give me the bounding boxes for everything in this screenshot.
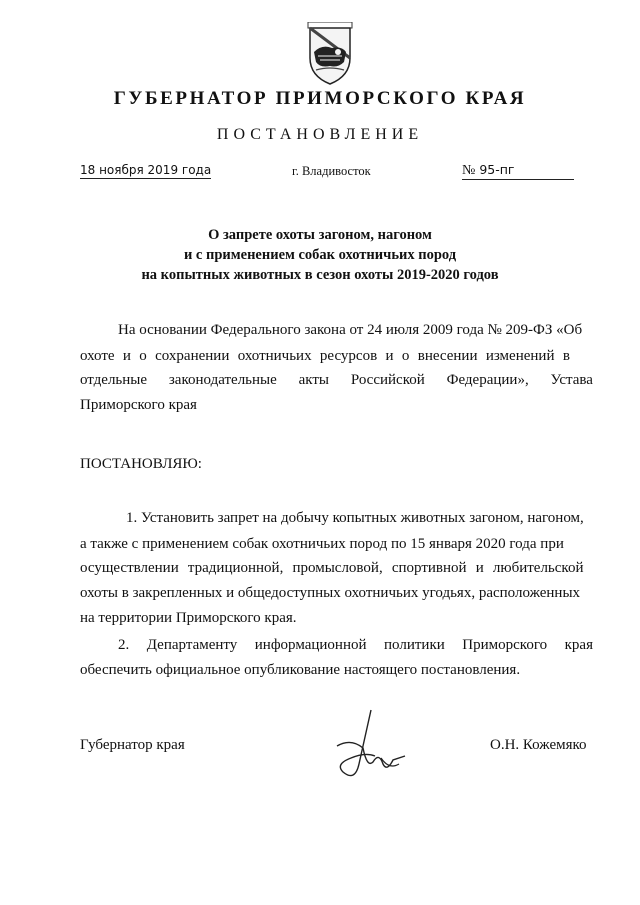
item-word: края [564,637,593,653]
preamble-word: отдельные [80,372,148,388]
issuer-heading: ГУБЕРНАТОР ПРИМОРСКОГО КРАЯ [113,88,527,109]
item-word: Приморского [462,637,548,653]
item-line: 1. Установить запрет на добычу копытных животных загоном, нагоном, [126,510,584,526]
document-type: ПОСТАНОВЛЕНИЕ [216,126,424,143]
preamble-word: законодательные [168,372,277,388]
handwritten-signature [315,708,415,788]
item-line: обеспечить официальное опубликование настоящего постановления. [80,662,521,678]
document-number [462,163,574,180]
preamble-line: охоте и о сохранении охотничьих ресурсов и о внесении изменений в [80,348,570,364]
item-word: политики [384,637,445,653]
item-line: на территории Приморского края. [80,610,297,626]
coat-of-arms-emblem [298,22,362,86]
item-line: охоты в закрепленных и общедоступных охотничьих угодьях, расположенных [80,585,581,601]
number-sign: № [462,163,476,178]
document-city: г. Владивосток [292,164,371,178]
title-line: О запрете охоты загоном, нагоном [208,227,432,243]
preamble-line: На основании Федерального закона от 24 июля 2009 года № 209-ФЗ «Об [118,322,583,338]
item-line: а также с применением собак охотничьих пород по 15 января 2020 года при [80,536,564,552]
item-word: 2. [118,637,130,653]
preamble-word: акты [298,372,330,388]
document-date: 18 ноября 2019 года [80,163,212,177]
item-line: осуществлении традиционной, промысловой, спортивной и любительской [80,560,584,576]
number-value: 95-пг [479,162,515,177]
preamble-line: Приморского края [80,397,197,413]
document-title [0,225,640,285]
signatory-name: О.Н. Кожемяко [490,737,587,753]
preamble-line [80,368,593,393]
resolve-heading: ПОСТАНОВЛЯЮ: [80,456,202,472]
preamble-word: Российской [350,372,425,388]
preamble-word: Устава [550,372,593,388]
item-word: Департаменту [146,637,238,653]
signatory-position: Губернатор края [80,737,185,753]
title-line: на копытных животных в сезон охоты 2019-2020 годов [141,267,499,283]
preamble-word: Федерации», [446,372,529,388]
item-word: информационной [254,637,367,653]
item-line [118,633,593,658]
title-line: и с применением собак охотничьих пород [183,247,457,263]
